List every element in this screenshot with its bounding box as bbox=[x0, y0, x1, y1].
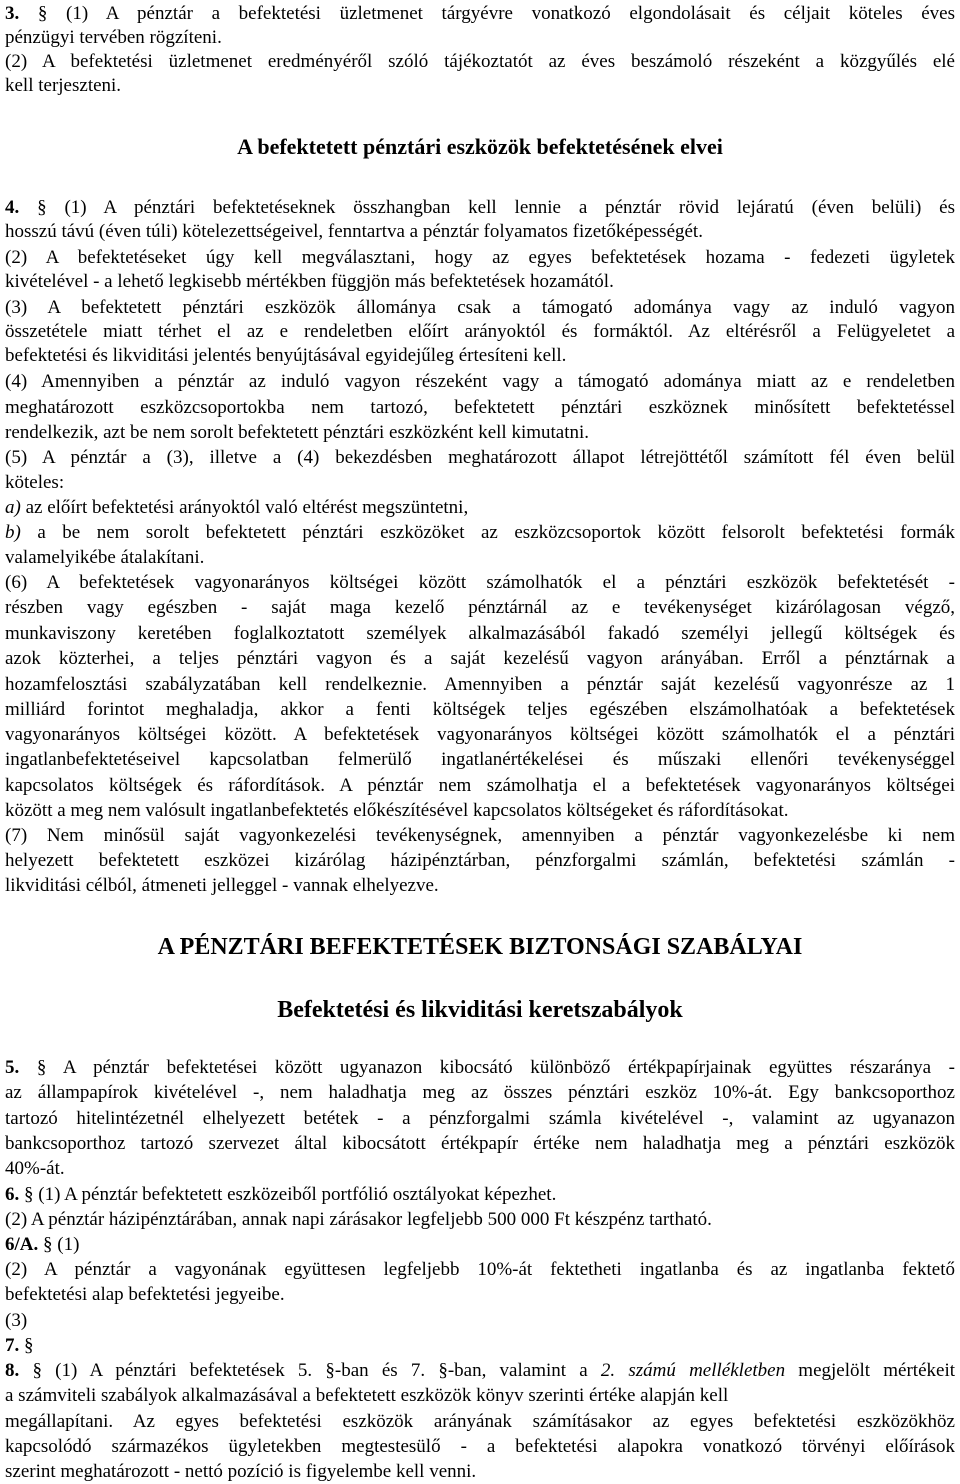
section-4-line-6: összetétele miatt térhet el az e rendeletben előírt arányoktól és formáktól. Az eltérésről a Felügyeletet a bbox=[5, 321, 955, 342]
section-8-line-3: megállapítani. Az egyes befektetési eszközök arányának számításakor az egyes befektetési eszközökhöz bbox=[5, 1411, 955, 1432]
section-4-line-27: helyezett befektetett eszközei kizárólag házipénztárban, pénzforgalmi számlán, befektetési számlán - bbox=[5, 850, 955, 871]
section-number: 8. bbox=[5, 1360, 20, 1381]
section-number: 6. bbox=[5, 1184, 20, 1205]
list-label-b: b) bbox=[5, 522, 21, 543]
section-4-line-11: (5) A pénztár a (3), illetve a (4) bekezdésben meghatározott állapot létrejöttétől számított fél éven belül bbox=[5, 447, 955, 468]
section-4-line-24: kapcsolatos költségek és ráfordítások. A pénztár nem számolhatja el a befektetések vagyonarányos költségei bbox=[5, 775, 955, 796]
section-4-line-1: 4. § (1) A pénztári befektetéseknek összhangban kell lennie a pénztár rövid lejáratú (éven belüli) és bbox=[5, 197, 955, 218]
section-4-line-12: köteles: bbox=[5, 472, 65, 493]
section-8-line-5: szerint meghatározott - nettó pozíció is figyelembe kell venni. bbox=[5, 1461, 477, 1482]
section-4-line-10: rendelkezik, azt be nem sorolt befektetett pénztári eszközként kell kimutatni. bbox=[5, 422, 590, 443]
list-label-a: a) bbox=[5, 497, 21, 518]
section-4-line-25: között a meg nem valósult ingatlanbefektetés előkészítésével kapcsolatos költségeket és ráfordításokat. bbox=[5, 800, 789, 821]
section-6a-line-3: befektetési alap befektetési jegyeibe. bbox=[5, 1284, 285, 1305]
section-6-line-1: 6. § (1) A pénztár befektetett eszközeiből portfólió osztályokat képezhet. bbox=[5, 1184, 557, 1205]
section-4-line-18: munkaviszony keretében foglalkoztatott személyek alkalmazásából fakadó személyi jellegű költségek és bbox=[5, 623, 955, 644]
section-6-line-2: (2) A pénztár házipénztárában, annak napi zárásakor legfeljebb 500 000 Ft készpénz tartható. bbox=[5, 1209, 712, 1230]
section-4-line-26: (7) Nem minősül saját vagyonkezelési tevékenységnek, amennyiben a pénztár vagyonkezelésbe ki nem bbox=[5, 825, 955, 846]
section-5-line-5: 40%-át. bbox=[5, 1158, 65, 1179]
section-4-line-28: likviditási célból, átmeneti jelleggel - vannak elhelyezve. bbox=[5, 875, 439, 896]
section-8-line-4: kapcsolódó származékos ügyletekben megtestesülő - a befektetési alapokra vonatkozó törvényi előírások bbox=[5, 1436, 955, 1457]
section-4-line-22: vagyonarányos költségei között. A befektetések vagyonarányos költségei között számolhatók el a pénztári bbox=[5, 724, 955, 745]
section-8-line-2: a számviteli szabályok alkalmazásával a befektetett eszközök könyv szerinti értéke alapján kell bbox=[5, 1385, 729, 1406]
section-4-line-19: azok közterhei, a teljes pénztári vagyon és a saját kezelésű vagyon arányában. Erről a pénztárnak a bbox=[5, 648, 955, 669]
section-5-line-2: az állampapírok kivételével -, nem haladhatja meg az összes pénztári eszköz 10%-át. Egy bankcsoporthoz bbox=[5, 1082, 955, 1103]
section-3-line-3: (2) A befektetési üzletmenet eredményéről szóló tájékoztatót az éves beszámoló részeként a közgyűlés elé bbox=[5, 51, 955, 72]
section-6a-line-2: (2) A pénztár a vagyonának együttesen legfeljebb 10%-át fektetheti ingatlanba és az ingatlanba fektető bbox=[5, 1259, 955, 1280]
section-3-line-4: kell terjeszteni. bbox=[5, 75, 122, 96]
section-6a-line-1: 6/A. § (1) bbox=[5, 1234, 80, 1255]
section-4-line-14: b) a be nem sorolt befektetett pénztári eszközöket az eszközcsoportok között felsorolt befektetési formák bbox=[5, 522, 955, 543]
section-8-line-1: 8. § (1) A pénztári befektetések 5. §-ban és 7. §-ban, valamint a 2. számú mellékletben megjelölt mértékeit bbox=[5, 1360, 956, 1381]
section-4-line-21: milliárd forintot meghaladja, akkor a fenti költségek teljes egészében elszámolhatóak a befektetések bbox=[5, 699, 955, 720]
heading-keretszabalyok: Befektetési és likviditási keretszabályok bbox=[277, 997, 683, 1023]
section-4-line-15: valamelyikébe átalakítani. bbox=[5, 547, 205, 568]
section-4-line-9: meghatározott eszközcsoportokba nem tartozó, befektetett pénztári eszköznek minősített befektetéssel bbox=[5, 397, 955, 418]
section-number: 7. bbox=[5, 1335, 20, 1356]
section-4-line-16: (6) A befektetések vagyonarányos költségei között számolhatók el a pénztári eszközök befektetését - bbox=[5, 572, 955, 593]
section-4-line-7: befektetési és likviditási jelentés benyújtásával egyidejűleg értesíteni kell. bbox=[5, 345, 567, 366]
section-4-line-5: (3) A befektetett pénztári eszközök állománya csak a támogató adománya vagy az induló vagyon bbox=[5, 297, 955, 318]
section-3-line-2: pénzügyi tervében rögzíteni. bbox=[5, 27, 222, 48]
section-5-line-3: tartozó hitelintézetnél elhelyezett betétek - a pénzforgalmi számla kivételével -, valamint az ugyanazon bbox=[5, 1108, 955, 1129]
section-4-line-3: (2) A befektetéseket úgy kell megválasztani, hogy az egyes befektetések hozama - fedezeti ügyletek bbox=[5, 247, 955, 268]
section-number: 3. bbox=[5, 3, 20, 24]
section-3-line-1: 3. § (1) A pénztár a befektetési üzletmenet tárgyévre vonatkozó elgondolásait és céljait köteles éves bbox=[5, 3, 956, 24]
annex-reference: 2. számú mellékletben bbox=[600, 1360, 786, 1381]
section-6a-line-4: (3) bbox=[5, 1310, 28, 1331]
heading-befektetes-elvei: A befektetett pénztári eszközök befektetésének elvei bbox=[237, 134, 723, 159]
section-7-line-1: 7. § bbox=[5, 1335, 34, 1356]
section-4-line-13: a) az előírt befektetési arányoktól való eltérést megszüntetni, bbox=[5, 497, 469, 518]
heading-biztonsagi-szabalyai: A PÉNZTÁRI BEFEKTETÉSEK BIZTONSÁGI SZABÁLYAI bbox=[157, 934, 803, 960]
section-4-line-2: hosszú távú (éven túli) kötelezettségeivel, fenntartva a pénztár folyamatos fizetőképességét. bbox=[5, 221, 703, 242]
section-4-line-17: részben vagy egészben - saját maga kezelő pénztárnál az e tevékenységet kizárólagosan végző, bbox=[5, 597, 955, 618]
section-5-line-4: bankcsoporthoz tartozó szervezet által kibocsátott értékpapír értéke nem haladhatja meg a pénztári eszközök bbox=[5, 1133, 955, 1154]
section-5-line-1: 5. § A pénztár befektetései között ugyanazon kibocsátó különböző értékpapírjainak együttes részaránya - bbox=[5, 1057, 955, 1078]
section-4-line-8: (4) Amennyiben a pénztár az induló vagyon részeként vagy a támogató adománya miatt az e rendeletben bbox=[5, 371, 955, 392]
section-number: 6/A. bbox=[5, 1234, 39, 1255]
section-4-line-20: hozamfelosztási szabályzatában kell rendelkeznie. Amennyiben a pénztár saját kezelésű vagyonrésze az 1 bbox=[5, 674, 955, 695]
section-4-line-4: kivételével - a lehető legkisebb mértékben függjön más befektetések hozamától. bbox=[5, 271, 614, 292]
section-number: 5. bbox=[5, 1057, 20, 1078]
section-4-line-23: ingatlanbefektetéseivel kapcsolatban felmerülő ingatlanértékelései és műszaki ellenőri tevékenységgel bbox=[5, 749, 955, 770]
section-number: 4. bbox=[5, 197, 20, 218]
